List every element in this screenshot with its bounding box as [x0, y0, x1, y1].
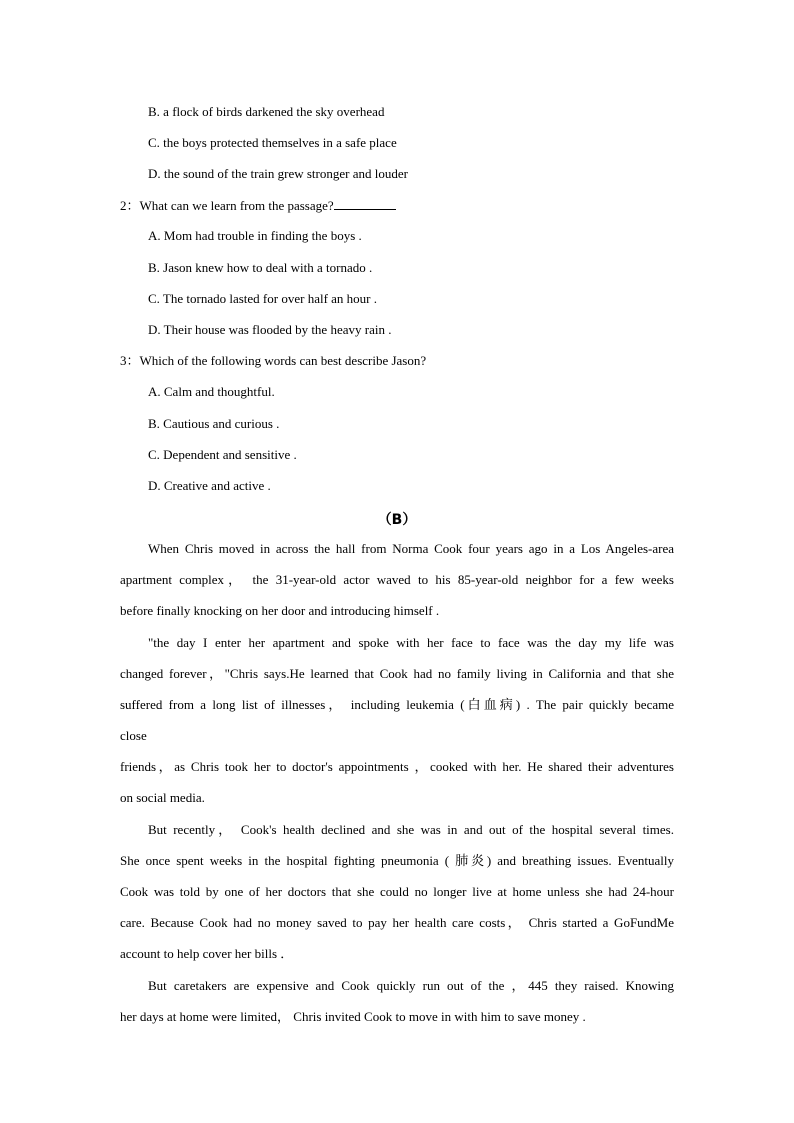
text-line: suffered from a long list of illnesses， including leukemia (白血病) . The pair quickly became [120, 697, 674, 712]
text-line: friends，as Chris took her to doctor's appointments ，cooked with her. He shared their adventures [120, 759, 674, 774]
q3-option-a: A. Calm and thoughtful. [148, 384, 275, 399]
text-line: on social media. [120, 790, 205, 805]
text-line: "the day I enter her apartment and spoke with her face to face was the day my life was [148, 635, 674, 650]
q3-option-d: D. Creative and active . [148, 478, 271, 493]
q1-option-c: C. the boys protected themselves in a safe place [148, 135, 397, 150]
text-line: her days at home were limited， Chris invited Cook to move in with him to save money . [120, 1009, 586, 1024]
q3-option-c: C. Dependent and sensitive . [148, 447, 297, 462]
text-line: When Chris moved in across the hall from Norma Cook four years ago in a Los Angeles-area [148, 541, 674, 556]
text-line: She once spent weeks in the hospital fighting pneumonia ( 肺炎) and breathing issues. Eventually [120, 853, 674, 868]
text-line: But recently， Cook's health declined and she was in and out of the hospital several times. [148, 822, 674, 837]
q2-option-b: B. Jason knew how to deal with a tornado . [148, 260, 373, 275]
text-line: But caretakers are expensive and Cook quickly run out of the ，445 they raised. Knowing [148, 978, 674, 993]
q2-prompt [120, 197, 396, 214]
q2-option-c: C. The tornado lasted for over half an hour . [148, 291, 377, 306]
text-line: before finally knocking on her door and introducing himself . [120, 603, 440, 618]
text-line: account to help cover her bills ． [120, 946, 294, 961]
text-line: Cook was told by one of her doctors that she could no longer live at home unless she had 24-hour [120, 884, 674, 899]
text-line: care. Because Cook had no money saved to pay her health care costs， Chris started a GoFundMe [120, 915, 674, 930]
passage-paragraph-1 [120, 533, 674, 626]
section-heading: （B） [377, 512, 417, 528]
q2-option-a: A. Mom had trouble in finding the boys . [148, 228, 362, 243]
text-line: changed forever，"Chris says.He learned that Cook had no family living in California and that she [120, 666, 674, 681]
passage-paragraph-3 [120, 814, 674, 969]
q2-prompt-text: 2：What can we learn from the passage? [120, 198, 334, 213]
q3-option-b: B. Cautious and curious . [148, 416, 280, 431]
passage-paragraph-2 [120, 627, 674, 813]
q1-option-d: D. the sound of the train grew stronger and louder [148, 166, 408, 181]
answer-blank [334, 197, 396, 210]
passage-paragraph-4 [120, 970, 674, 1032]
q2-option-d: D. Their house was flooded by the heavy rain . [148, 322, 392, 337]
text-line: apartment complex， the 31-year-old actor waved to his 85-year-old neighbor for a few weeks [120, 572, 674, 587]
q1-option-b: B. a flock of birds darkened the sky overhead [148, 104, 385, 119]
q3-prompt: 3：Which of the following words can best describe Jason? [120, 353, 427, 368]
text-line: close [120, 728, 147, 743]
